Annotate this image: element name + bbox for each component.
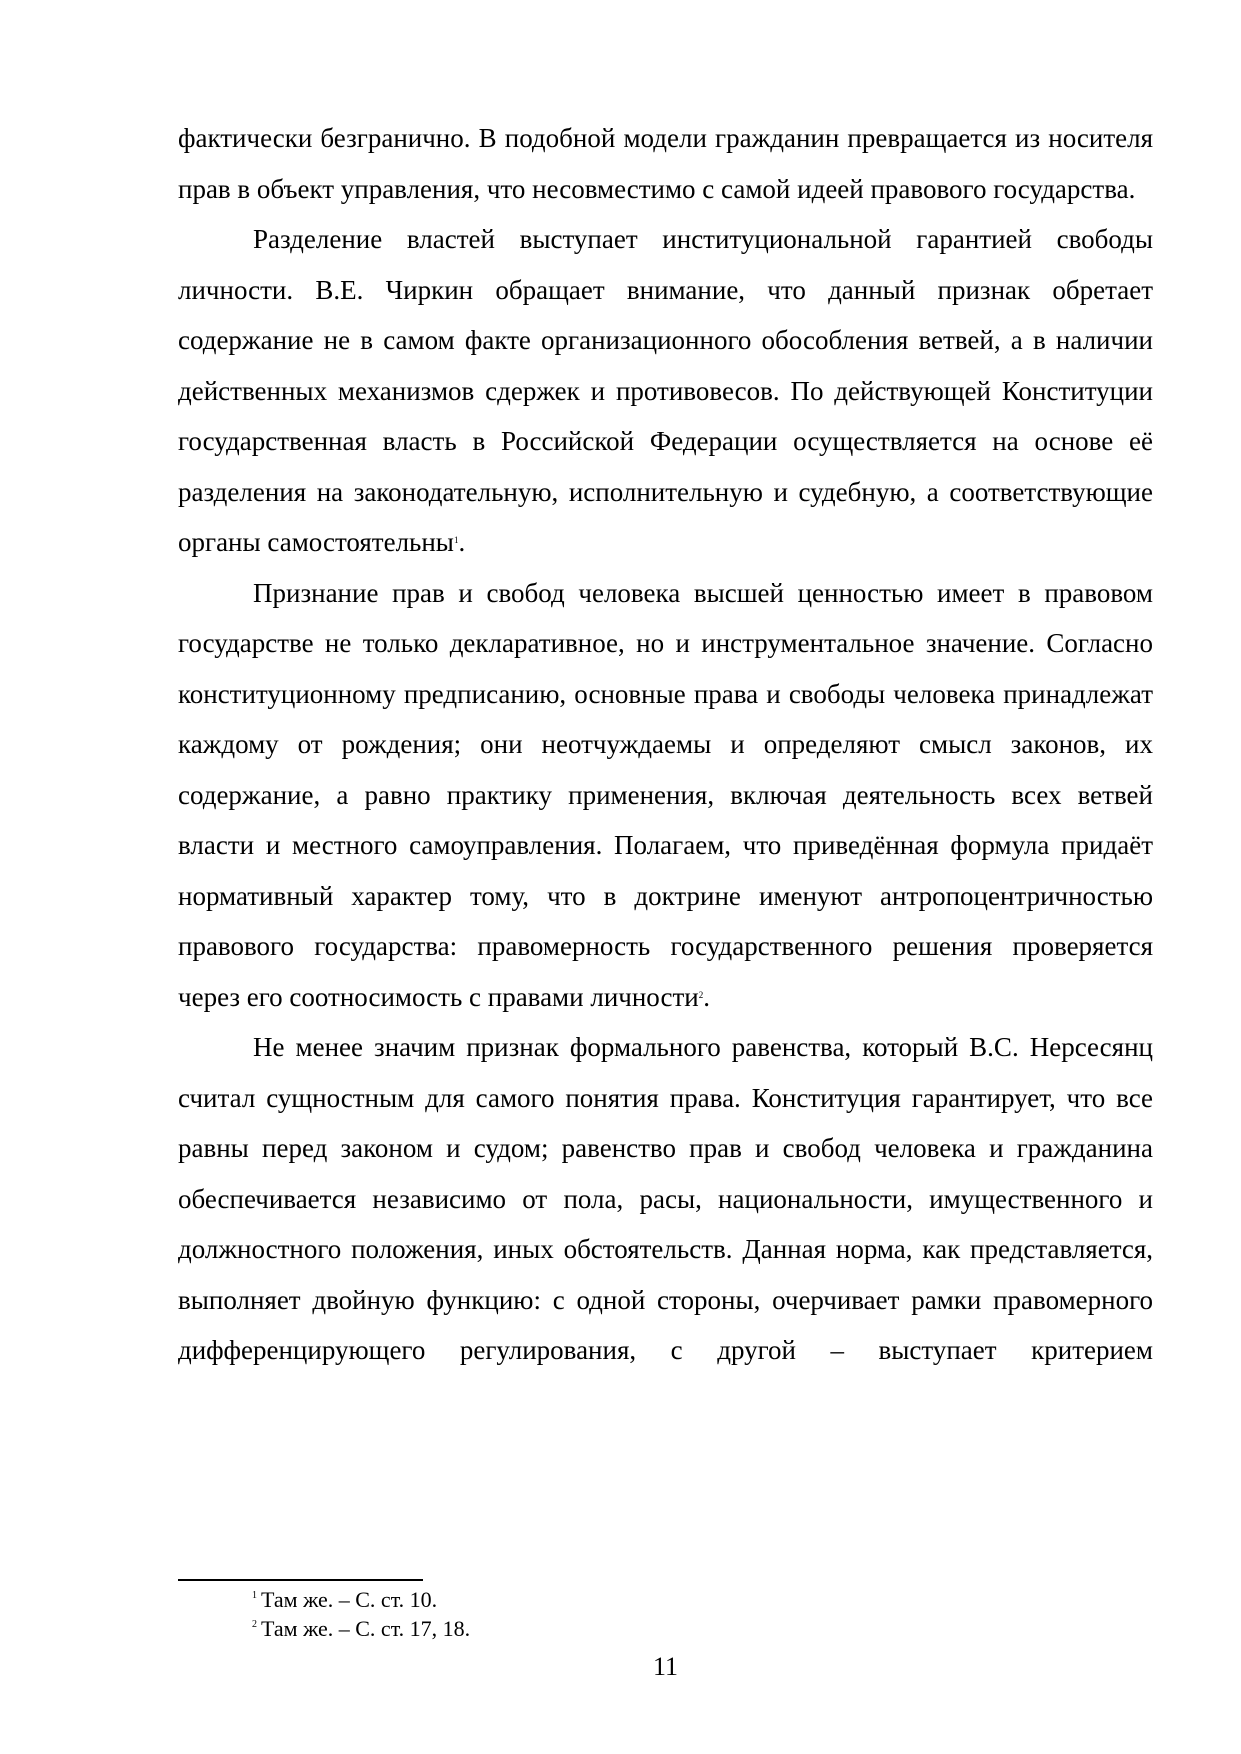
page-number: 11 (652, 1652, 679, 1681)
paragraph-3-end: . (703, 981, 710, 1012)
footnote-1-number: 1 (252, 1590, 257, 1601)
document-body (178, 113, 1153, 1376)
footnote-1-text: Там же. – С. ст. 10. (261, 1587, 438, 1612)
paragraph-4 (178, 1022, 1153, 1376)
paragraph-2 (178, 214, 1153, 568)
paragraph-4-text: Не менее значим признак формального равенства, который В.С. Нерсесянц считал сущностным для самого понятия права. Конституция гарантирует, что все равны перед законом и судом; равенство прав и свобод человека и гражданина обеспечивается независимо от пола, расы, национальности, имущественного и должностного положения, иных обстоятельств. Данная норма, как представляется, выполняет двойную функцию: с одной стороны, очерчивает рамки правомерного дифференцирующего регулирования, с другой – выступает критерием (178, 1032, 1153, 1365)
footnotes (252, 1585, 1152, 1643)
paragraph-3 (178, 568, 1153, 1023)
footnote-2 (252, 1614, 1152, 1643)
paragraph-2-end: . (458, 527, 466, 557)
paragraph-1-text: фактически безгранично. В подобной модели гражданин превращается из носителя прав в объект управления, что несовместимо с самой идеей правового государства. (178, 123, 1153, 204)
footnote-1 (252, 1585, 1152, 1614)
paragraph-3-text: Признание прав и свобод человека высшей ценностью имеет в правовом государстве не только декларативное, но и инструментальное значение. Согласно конституционному предписанию, основные права и свободы человека принадлежат каждому от рождения; они неотчуждаемы и определяют смысл законов, их содержание, а равно практику применения, включая деятельность всех ветвей власти и местного самоуправления. Полагаем, что приведённая формула придаёт нормативный характер тому, что в доктрине именуют антропоцентричностью правового государства: правомерность государственного решения проверяется через его соотносимость с правами личности (178, 577, 1153, 1012)
paragraph-1 (178, 113, 1153, 214)
footnote-2-text: Там же. – С. ст. 17, 18. (261, 1616, 471, 1641)
footnote-ref-1[interactable]: 1 (453, 535, 459, 545)
footnote-2-number: 2 (252, 1619, 257, 1630)
footnote-ref-2[interactable]: 2 (698, 989, 704, 1000)
footnote-separator (178, 1579, 423, 1581)
paragraph-2-text: Разделение властей выступает институциональной гарантией свободы личности. В.Е. Чиркин обращает внимание, что данный признак обретает содержание не в самом факте организационного обособления ветвей, а в наличии действенных механизмов сдержек и противовесов. По действующей Конституции государственная власть в Российской Федерации осуществляется на основе её разделения на законодательную, исполнительную и судебную, а соответствующие органы самостоятельны (178, 224, 1153, 557)
